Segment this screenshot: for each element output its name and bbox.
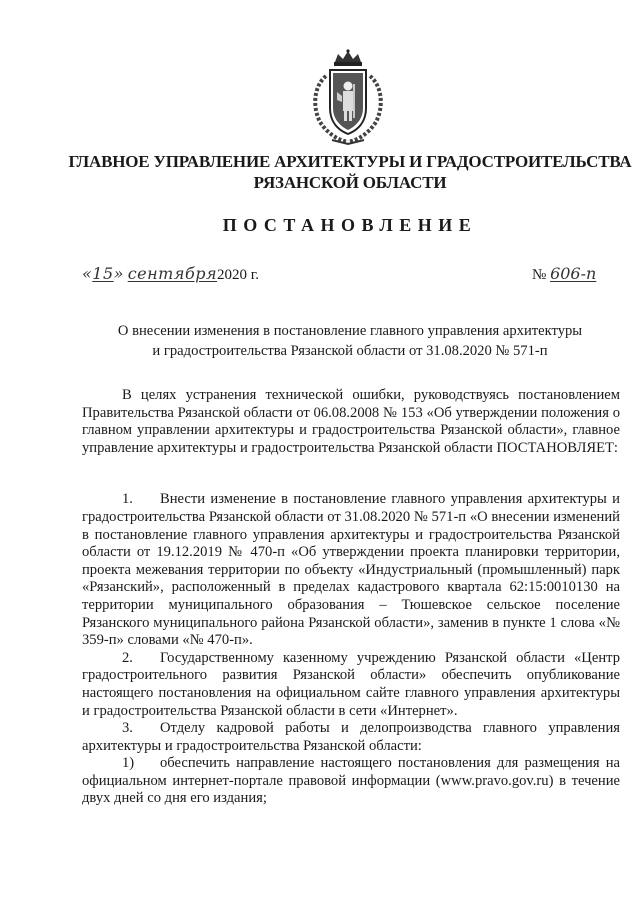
item-number: 2. [122,649,133,666]
item-paragraph [82,720,620,755]
subject-line-1: О внесении изменения в постановление главного управления архитектуры [117,323,583,339]
preamble-paragraph: В целях устранения технической ошибки, руководствуясь постановлением Правительства Рязанской области от 06.08.2008 № 153 «Об утверждении положения о главном управлении архитектуры и градостроительства Рязанской области», главное управление архитектуры и градостроительства Рязанской области ПОСТАНОВЛЯЕТ: [82,387,620,456]
document-type-title: ПОСТАНОВЛЕНИЕ [222,215,478,235]
document-subject [80,322,620,361]
document-date [82,264,259,286]
date-day: 15 [92,264,114,283]
number-sign: № [532,267,547,283]
coat-of-arms-emblem [304,48,392,148]
date-close-quote: » [113,264,124,283]
number-value: 606-п [550,264,597,283]
document-body [82,387,620,808]
subitem-paragraph [82,755,620,808]
organization-name-line-1: ГЛАВНОЕ УПРАВЛЕНИЕ АРХИТЕКТУРЫ И ГРАДОСТРОИТЕЛЬСТВА [68,152,632,171]
document-number [532,264,596,284]
item-number: 1. [122,491,133,508]
date-year: 2020 г. [217,267,260,283]
item-text: Государственному казенному учреждению Рязанской области «Центр градостроительного развития Рязанской области» обеспечить опубликование настоящего постановления на официальном сайте главного управления архитектуры и градостроительства Рязанской области в сети «Интернет». [82,649,620,719]
date-month: сентября [127,264,218,283]
item-paragraph [82,491,620,649]
item-text: Внести изменение в постановление главного управления архитектуры и градостроительства Рязанской области от 31.08.2020 № 571-п «О внесении изменений в постановление главного управления архитектуры и градостроительства Рязанской области от 19.12.2019 № 470-п «Об утверждении проекта планировки территории, проекта межевания территории по объекту «Индустриальный (промышленный) парк «Рязанский», расположенный в пределах кадастрового квартала 62:15:0010130 на территории муниципального образования – Тюшевское сельское поселение Рязанского муниципального района Рязанской области», заменив в пункте 1 слова «№ 359-п» словами «№ 470-п». [82,491,620,649]
item-text: Отделу кадровой работы и делопроизводства главного управления архитектуры и градостроительства Рязанской области: [82,720,620,754]
subject-line-2: и градостроительства Рязанской области от 31.08.2020 № 571-п [152,342,548,359]
subitem-number: 1) [122,755,135,772]
subitem-text: обеспечить направление настоящего постановления для размещения на официальном интернет-портале правовой информации (www.pravo.gov.ru) в течение двух дней со дня его издания; [82,755,620,807]
item-number: 3. [122,720,133,737]
date-open-quote: « [82,264,93,283]
item-paragraph [82,650,620,720]
organization-name-line-2: РЯЗАНСКОЙ ОБЛАСТИ [253,173,447,192]
